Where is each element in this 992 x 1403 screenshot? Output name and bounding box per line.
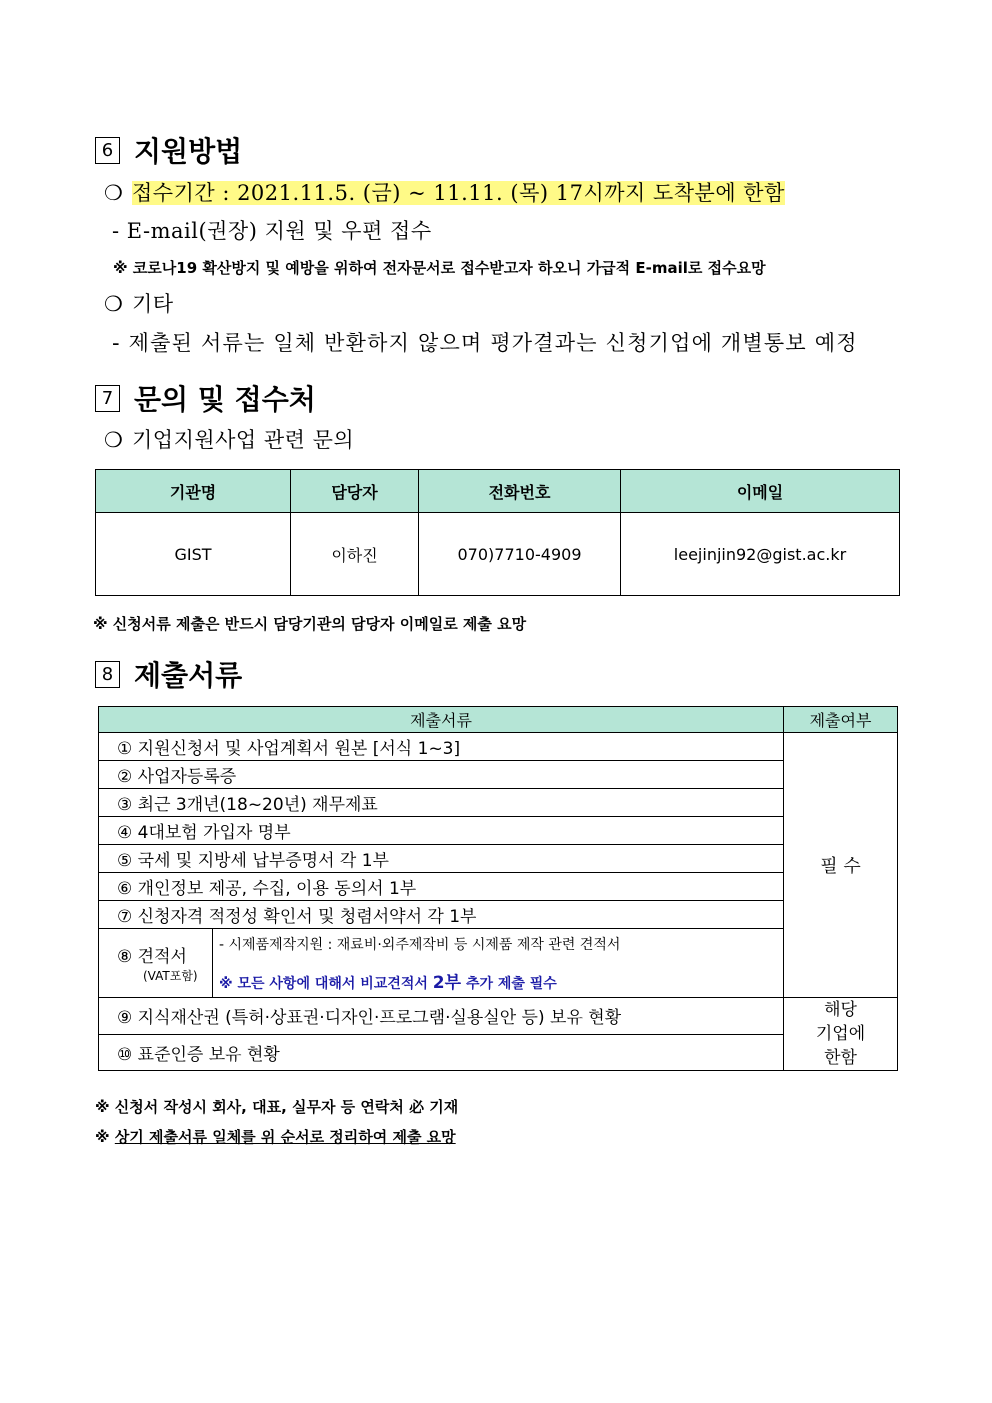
optional-label-line: 해당 (824, 1000, 857, 1020)
header-phone: 전화번호 (419, 470, 621, 513)
inquiry-text: 기업지원사업 관련 문의 (132, 428, 355, 452)
order-note-mark: ※ (95, 1128, 115, 1146)
table-row (99, 998, 898, 1035)
section7-number: 7 (95, 385, 120, 412)
return-policy: - 제출된 서류는 일체 반환하지 않으며 평가결과는 신청기업에 개별통보 예정 (112, 331, 858, 355)
cell-org: GIST (96, 513, 291, 596)
table-row (99, 1034, 898, 1071)
section6-title: 지원방법 (134, 135, 243, 168)
optional-label-line: 기업에 (815, 1024, 866, 1044)
optional-cell (784, 998, 898, 1071)
section8-heading (95, 654, 242, 694)
quote-note-count: 2부 (432, 972, 462, 993)
order-note-text: 상기 제출서류 일체를 위 순서로 정리하여 제출 요망 (114, 1128, 456, 1146)
section7-title: 문의 및 접수처 (134, 383, 316, 416)
period-bullet (104, 177, 785, 207)
doc-item: ④ 4대보험 가입자 명부 (99, 817, 784, 845)
section6-heading (95, 130, 242, 170)
table-row (99, 817, 898, 845)
doc-item: ⑥ 개인정보 제공, 수집, 이용 동의서 1부 (99, 873, 784, 901)
optional-label-line: 한함 (824, 1048, 857, 1068)
doc-item: ⑦ 신청자격 적정성 확인서 및 청렴서약서 각 1부 (99, 901, 784, 929)
header-contact-person: 담당자 (291, 470, 419, 513)
table-row (99, 789, 898, 817)
table-row (96, 513, 900, 596)
order-note (95, 1126, 456, 1147)
table-row (99, 761, 898, 789)
table-header-row (99, 707, 898, 733)
covid-note: ※ 코로나19 확산방지 및 예방을 위하여 전자문서로 접수받고자 하오니 가급적 E-mail로 접수요망 (113, 259, 766, 277)
contact-table (95, 469, 900, 596)
period-text: 접수기간 : 2021.11.5. (금) ~ 11.11. (목) 17시까지 도착분에 한함 (132, 181, 785, 205)
quote-detail: - 시제품제작지원 : 재료비·외주제작비 등 시제품 제작 관련 견적서 (219, 936, 621, 953)
quote-sub: (VAT포함) (143, 969, 198, 983)
other-text: 기타 (132, 292, 174, 316)
doc-item: ② 사업자등록증 (99, 761, 784, 789)
section7-heading (95, 378, 316, 418)
cell-contact-person: 이하진 (291, 513, 419, 596)
doc-item: ⑨ 지식재산권 (특허·상표권·디자인·프로그램·실용실안 등) 보유 현황 (99, 998, 784, 1035)
section8-number: 8 (95, 661, 120, 688)
section8-title: 제출서류 (134, 659, 243, 692)
header-org: 기관명 (96, 470, 291, 513)
table-row (99, 873, 898, 901)
contact-info-note: ※ 신청서 작성시 회사, 대표, 실무자 등 연락처 必 기재 (95, 1098, 459, 1116)
header-documents: 제출서류 (99, 707, 784, 733)
documents-table (98, 706, 898, 1071)
doc-item: ③ 최근 3개년(18~20년) 재무제표 (99, 789, 784, 817)
bullet-circle-icon: ❍ (104, 181, 124, 205)
table-row (99, 845, 898, 873)
bullet-circle-icon: ❍ (104, 428, 124, 452)
quote-label-cell (99, 929, 213, 998)
quote-detail-cell (213, 929, 784, 998)
cell-email[interactable]: leejinjin92@gist.ac.kr (621, 513, 900, 596)
doc-item: ⑤ 국세 및 지방세 납부증명서 각 1부 (99, 845, 784, 873)
table-row (99, 901, 898, 929)
table-header-row (96, 470, 900, 513)
quote-note-post: 추가 제출 필수 (465, 975, 557, 992)
other-bullet (104, 288, 174, 318)
submission-method: - E-mail(권장) 지원 및 우편 접수 (112, 219, 432, 243)
section6-number: 6 (95, 137, 120, 164)
inquiry-bullet (104, 424, 354, 454)
quote-comparison-note (213, 968, 783, 993)
submission-email-note: ※ 신청서류 제출은 반드시 담당기관의 담당자 이메일로 제출 요망 (93, 615, 527, 633)
quote-label: ⑧ 견적서 (117, 947, 187, 967)
cell-phone: 070)7710-4909 (419, 513, 621, 596)
quote-note-pre: ※ 모든 사항에 대해서 비교견적서 (219, 975, 428, 992)
header-required: 제출여부 (784, 707, 898, 733)
header-email: 이메일 (621, 470, 900, 513)
doc-item: ⑩ 표준인증 보유 현황 (99, 1034, 784, 1071)
table-row (99, 733, 898, 761)
table-row (99, 929, 898, 998)
required-cell: 필 수 (784, 733, 898, 998)
doc-item: ① 지원신청서 및 사업계획서 원본 [서식 1~3] (99, 733, 784, 761)
bullet-circle-icon: ❍ (104, 292, 124, 316)
